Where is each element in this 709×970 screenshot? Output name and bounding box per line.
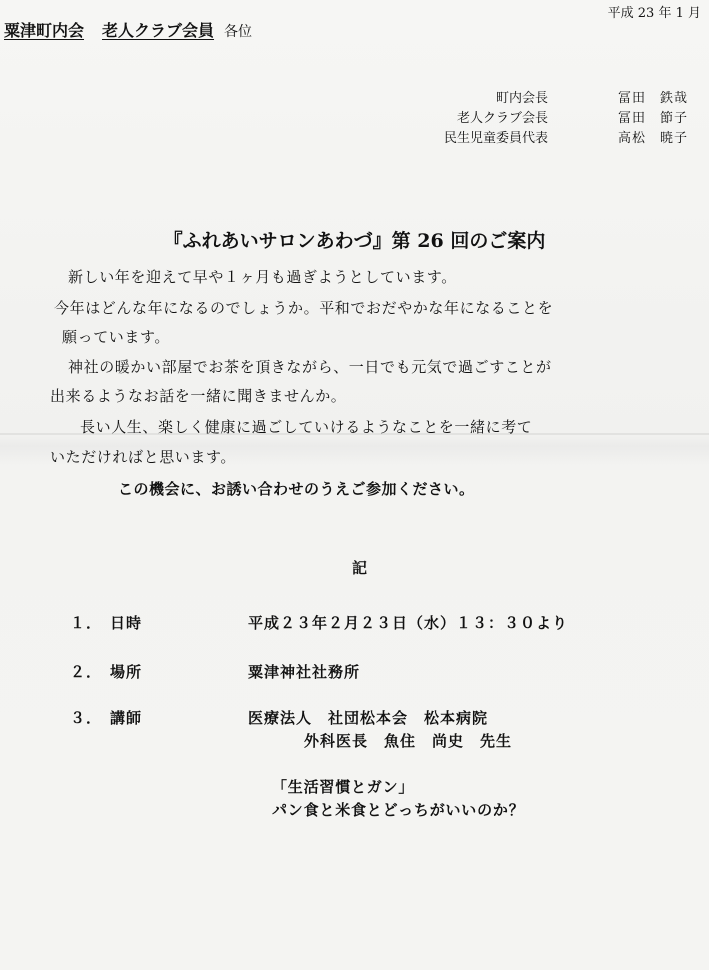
body-line: 神社の暖かい部屋でお茶を頂きながら、一日でも元気で過ごすことが	[68, 358, 552, 376]
addressee-association: 粟津町内会	[4, 21, 85, 40]
signer-row	[390, 86, 702, 106]
item-number: ３．	[70, 709, 103, 727]
addressee-club: 老人クラブ会員	[102, 21, 215, 40]
detail-datetime	[70, 612, 568, 633]
item-value: 平成２３年２月２３日（水）１３：３０より	[248, 614, 569, 632]
item-value: 粟津神社社務所	[248, 663, 361, 681]
signer-role: 民生児童委員代表	[443, 130, 548, 146]
addressee-honorific: 各位	[224, 24, 253, 40]
item-value: 医療法人 社団松本会 松本病院	[248, 709, 489, 727]
body-line: いただければと思います。	[50, 448, 237, 466]
signer-name: 高松 暁子	[618, 130, 689, 146]
lecture-topic-title: 「生活習慣とガン」	[272, 778, 415, 796]
signer-row	[390, 106, 702, 126]
signer-name: 冨田 節子	[618, 110, 689, 126]
item-label: 日時	[110, 614, 143, 632]
body-line: 今年はどんな年になるのでしょうか。平和でおだやかな年になることを	[54, 299, 554, 317]
signer-role: 町内会長	[495, 90, 548, 106]
signer-name: 冨田 鉄哉	[618, 90, 689, 106]
notice-heading: 記	[352, 559, 368, 577]
body-line: 出来るようなお話を一緒に聞きませんか。	[50, 387, 347, 405]
item-label: 講師	[110, 709, 143, 727]
signer-role: 老人クラブ会長	[456, 110, 548, 126]
signer-row	[390, 126, 702, 146]
addressee	[4, 18, 252, 41]
body-line: 願っています。	[62, 328, 171, 346]
signers-block	[390, 86, 702, 146]
detail-lecturer	[70, 707, 488, 728]
item-value-2: 外科医長 魚住 尚史 先生	[304, 732, 513, 750]
item-number: １．	[70, 614, 103, 632]
body-line: 長い人生、楽しく健康に過ごしていけるようなことを一緒に考て	[80, 418, 533, 436]
closing-invitation: この機会に、お誘い合わせのうえご参加ください。	[118, 480, 475, 498]
document-title: 『ふれあいサロンあわづ』第 26 回のご案内	[163, 230, 546, 252]
issue-date: 平成 23 年 1 月	[607, 6, 701, 21]
lecture-topic-subtitle: パン食と米食とどっちがいいのか？	[272, 801, 525, 819]
body-line: 新しい年を迎えて早や１ヶ月も過ぎようとしています。	[68, 268, 457, 286]
detail-place	[70, 661, 360, 682]
item-number: ２．	[70, 663, 103, 681]
item-label: 場所	[110, 663, 143, 681]
